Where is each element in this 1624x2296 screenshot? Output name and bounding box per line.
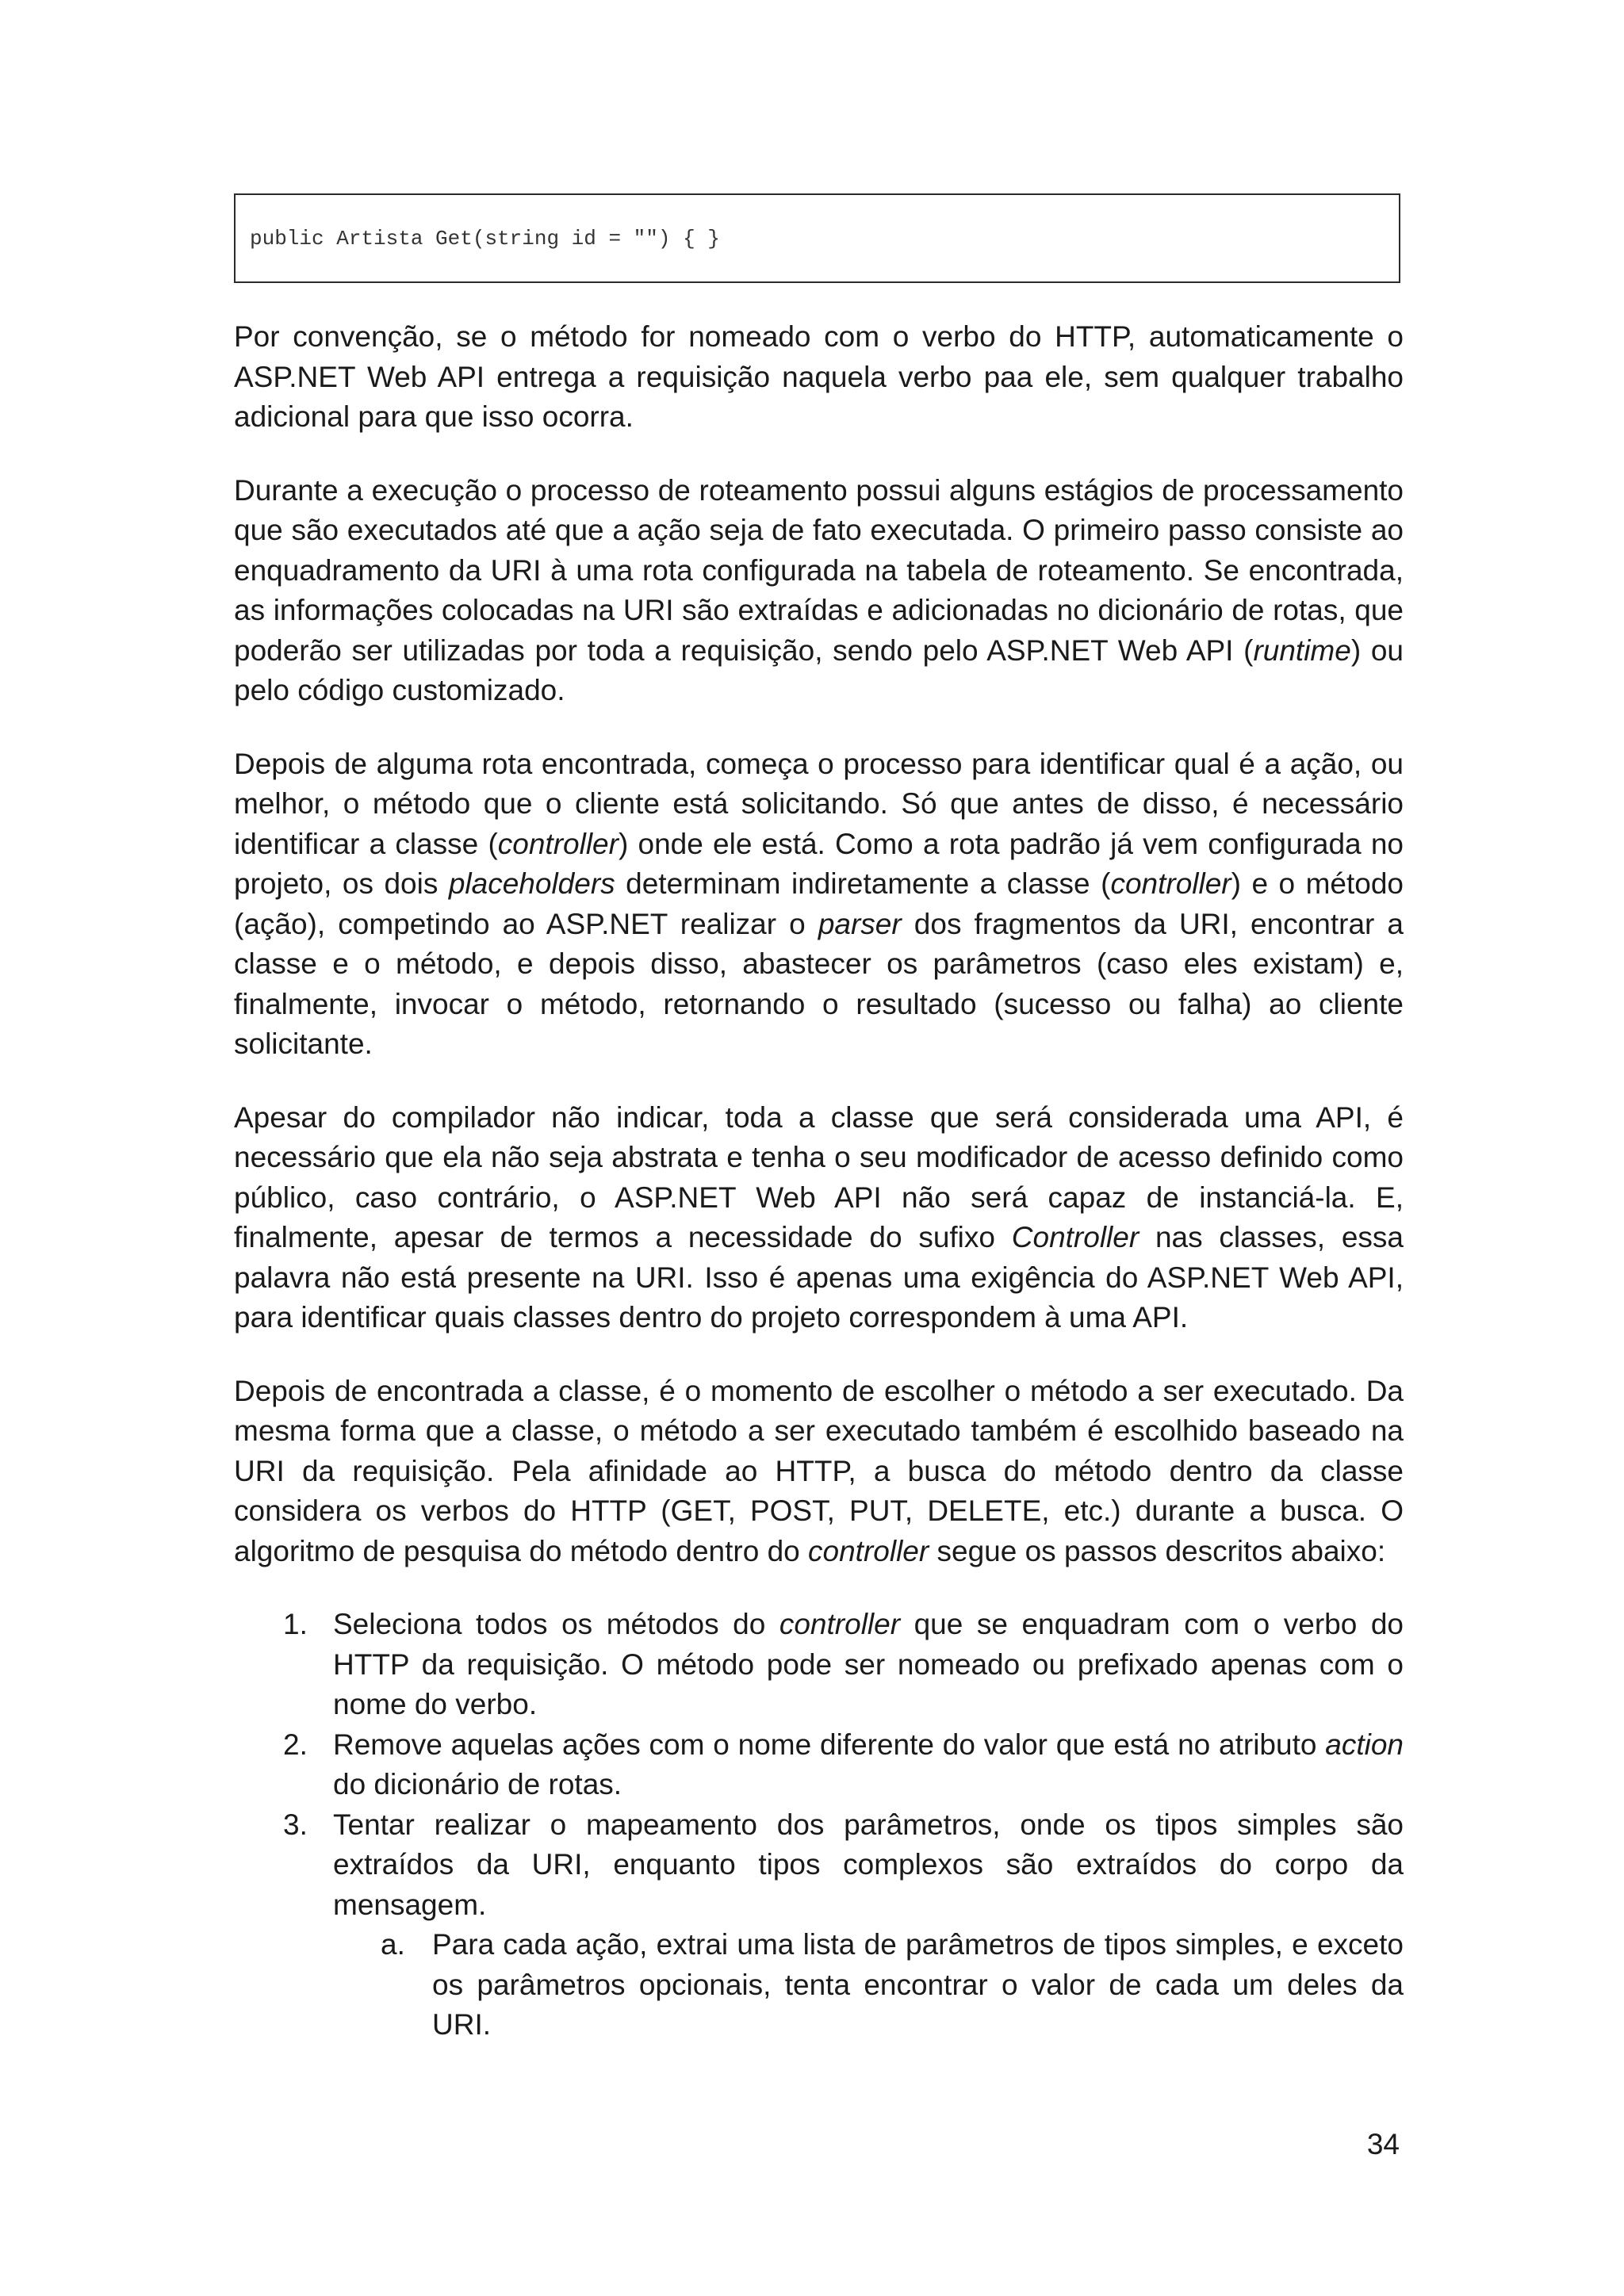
italic-term: Controller bbox=[1011, 1221, 1139, 1253]
code-block bbox=[234, 193, 1400, 283]
list-item bbox=[234, 1805, 1404, 2045]
italic-term: controller bbox=[779, 1608, 901, 1640]
sub-list-item bbox=[333, 1925, 1404, 2045]
paragraph: Depois de encontrada a classe, é o momento de escolher o método a ser executado. Da mesma forma que a classe, o método a ser executado também é escolhido baseado na URI da requisição. Pela afinidade ao HTTP, a busca do método dentro da classe considera os verbos do HTTP (GET, POST, PUT, DELETE, etc.) durante a busca. O algoritmo de pesquisa do método dentro do controller segue os passos descritos abaixo: bbox=[234, 1374, 1404, 1567]
italic-term: controller bbox=[1110, 867, 1231, 900]
page-number: 34 bbox=[1366, 2128, 1400, 2160]
sub-steps-list bbox=[333, 1925, 1404, 2045]
list-item bbox=[234, 1605, 1404, 1725]
list-item-text: Remove aquelas ações com o nome diferente do valor que está no atributo action do dicionário de rotas. bbox=[333, 1728, 1404, 1800]
list-item-text: Tentar realizar o mapeamento dos parâmetros, onde os tipos simples são extraídos da URI, enquanto tipos complexos são extraídos do corpo da mensagem. bbox=[333, 1808, 1404, 1921]
paragraph: Por convenção, se o método for nomeado com o verbo do HTTP, automaticamente o ASP.NET Web API entrega a requisição naquela verbo paa ele, sem qualquer trabalho adicional para que isso ocorra. bbox=[234, 320, 1404, 433]
list-item-number: 3. bbox=[283, 1808, 308, 1841]
italic-term: action bbox=[1325, 1728, 1404, 1761]
paragraph: Durante a execução o processo de roteamento possui alguns estágios de processamento que são executados até que a ação seja de fato executada. O primeiro passo consiste ao enquadramento da URI à uma rota configurada na tabela de roteamento. Se encontrada, as informações colocadas na URI são extraídas e adicionadas no dicionário de rotas, que poderão ser utilizadas por toda a requisição, sendo pelo ASP.NET Web API (runtime) ou pelo código customizado. bbox=[234, 473, 1404, 706]
document-page bbox=[234, 0, 1404, 2296]
paragraph: Apesar do compilador não indicar, toda a classe que será considerada uma API, é necessário que ela não seja abstrata e tenha o seu modificador de acesso definido como público, caso contrário, o ASP.NET Web API não será capaz de instanciá-la. E, finalmente, apesar de termos a necessidade do sufixo Controller nas classes, essa palavra não está presente na URI. Isso é apenas uma exigência do ASP.NET Web API, para identificar quais classes dentro do projeto correspondem à uma API. bbox=[234, 1100, 1404, 1334]
code-line: public Artista Get(string id = "") { } bbox=[250, 226, 720, 251]
list-item bbox=[234, 1725, 1404, 1805]
italic-term: runtime bbox=[1253, 633, 1351, 667]
list-item-text: Seleciona todos os métodos do controller que se enquadram com o verbo do HTTP da requisição. O método pode ser nomeado ou prefixado apenas com o nome do verbo. bbox=[333, 1608, 1404, 1720]
list-item-number: 2. bbox=[283, 1728, 308, 1761]
italic-term: controller bbox=[497, 827, 619, 860]
sub-list-item-letter: a. bbox=[381, 1928, 405, 1961]
italic-term: parser bbox=[818, 907, 902, 940]
italic-term: placeholders bbox=[448, 867, 615, 900]
sub-list-item-text: Para cada ação, extrai uma lista de parâmetros de tipos simples, e exceto os parâmetros opcionais, tenta encontrar o valor de cada um deles da URI. bbox=[432, 1928, 1404, 2041]
paragraph: Depois de alguma rota encontrada, começa o processo para identificar qual é a ação, ou melhor, o método que o cliente está solicitando. Só que antes de disso, é necessário identificar a classe (controller) onde ele está. Como a rota padrão já vem configurada no projeto, os dois placeholders determinam indiretamente a classe (controller) e o método (ação), competindo ao ASP.NET realizar o parser dos fragmentos da URI, encontrar a classe e o método, e depois disso, abastecer os parâmetros (caso eles existam) e, finalmente, invocar o método, retornando o resultado (sucesso ou falha) ao cliente solicitante. bbox=[234, 747, 1404, 1060]
algorithm-steps-list bbox=[234, 1605, 1404, 2045]
italic-term: controller bbox=[808, 1534, 929, 1567]
list-item-number: 1. bbox=[283, 1608, 308, 1640]
body-text bbox=[234, 317, 1404, 2045]
